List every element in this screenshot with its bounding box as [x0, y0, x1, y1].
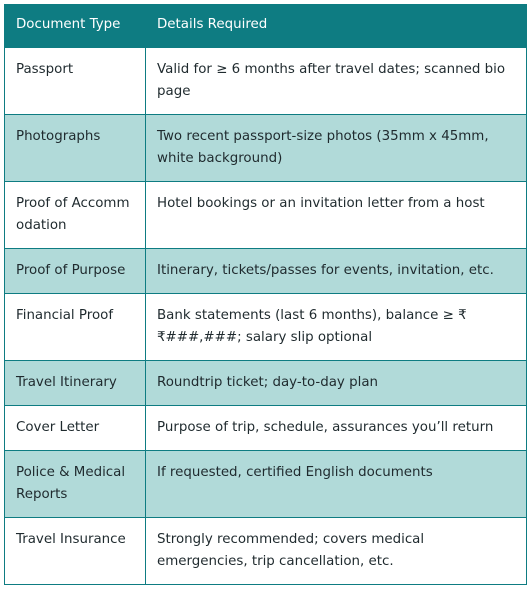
table-row — [5, 182, 527, 249]
table-row — [5, 249, 527, 294]
table-row — [5, 48, 527, 115]
document-type-cell: Proof of Accommodation — [5, 182, 146, 249]
details-cell: Purpose of trip, schedule, assurances you’ll return — [146, 406, 527, 451]
header-details-required: Details Required — [146, 5, 527, 48]
document-type-cell: Cover Letter — [5, 406, 146, 451]
document-type-cell: Passport — [5, 48, 146, 115]
details-cell: If requested, certified English documents — [146, 451, 527, 518]
details-cell: Strongly recommended; covers medical emergencies, trip cancellation, etc. — [146, 518, 527, 585]
details-cell: Hotel bookings or an invitation letter from a host — [146, 182, 527, 249]
details-cell: Itinerary, tickets/passes for events, invitation, etc. — [146, 249, 527, 294]
table-body — [5, 48, 527, 585]
document-type-cell: Travel Itinerary — [5, 361, 146, 406]
table-row — [5, 451, 527, 518]
documents-table — [4, 4, 527, 585]
document-type-cell: Proof of Purpose — [5, 249, 146, 294]
details-cell: Two recent passport-size photos (35mm x 45mm, white background) — [146, 115, 527, 182]
details-cell: Bank statements (last 6 months), balance ≥ ₹ ₹###,###; salary slip optional — [146, 294, 527, 361]
documents-table-container — [4, 4, 526, 585]
header-document-type: Document Type — [5, 5, 146, 48]
table-row — [5, 406, 527, 451]
table-row — [5, 115, 527, 182]
table-row — [5, 294, 527, 361]
details-cell: Valid for ≥ 6 months after travel dates; scanned bio page — [146, 48, 527, 115]
details-cell: Roundtrip ticket; day-to-day plan — [146, 361, 527, 406]
header-row — [5, 5, 527, 48]
document-type-cell: Photographs — [5, 115, 146, 182]
document-type-cell: Travel Insurance — [5, 518, 146, 585]
table-row — [5, 518, 527, 585]
document-type-cell: Police & Medical Reports — [5, 451, 146, 518]
document-type-cell: Financial Proof — [5, 294, 146, 361]
table-header — [5, 5, 527, 48]
table-row — [5, 361, 527, 406]
